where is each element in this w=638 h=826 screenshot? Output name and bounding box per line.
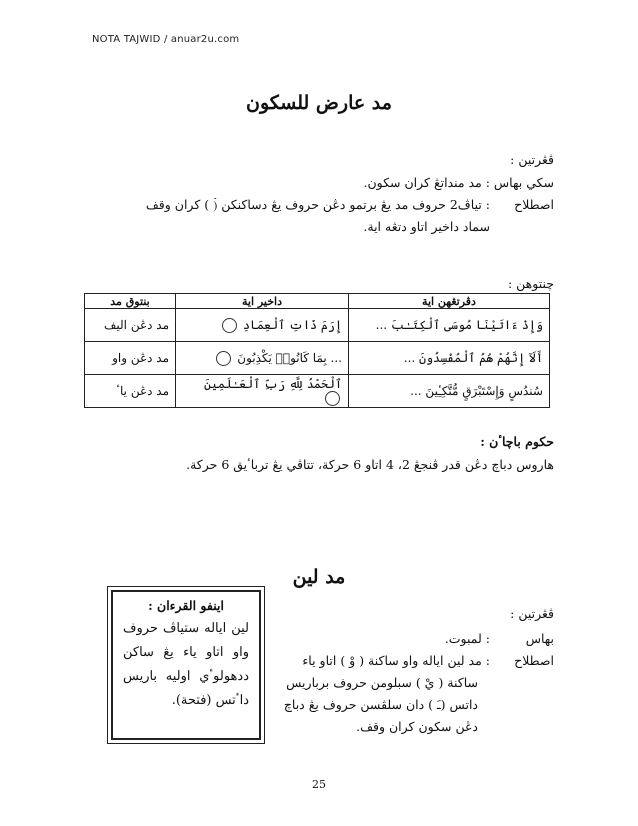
section-title-mad-arid: مد عارض للسكون <box>246 92 392 114</box>
example-heading: چنتوهن : <box>507 276 554 291</box>
ayah-end-icon <box>216 351 231 366</box>
hukum-text: هاروس دباچ دڠن قدر ڤنجڠ 2، 4 اتاو 6 حرکة، تتاڤي يڠ ترباٴيق 6 حرکة. <box>186 457 554 472</box>
page-header: NOTA TAJWID / anuar2u.com <box>92 34 240 45</box>
table-row <box>85 309 550 342</box>
definition-istilah-cont: دڠن سکون کران وقف. <box>356 719 478 734</box>
table-cell-ayah-end <box>176 309 349 342</box>
term-istilah: اصطلاح <box>514 197 554 212</box>
table-cell-ayah-middle: وَإِذْ ءَاتَيْنَا مُوسَى ٱلْكِتَـٰبَ ... <box>349 309 550 342</box>
definition-heading: ڤڠرتين : <box>510 152 554 167</box>
definition-istilah: : تياڤ2 حروف مد يڠ برتمو دڠن حروف يڠ دساکنکن (ۡ ) کران وقف <box>145 197 490 212</box>
definition-istilah-cont: سماد داخير اتاو دتڠه اية. <box>363 219 490 234</box>
section-title-mad-lin: مد لين <box>292 566 346 588</box>
definition-bahasa: : مد منداتڠ کران سکون. <box>363 175 490 190</box>
table-cell-ayah-middle: سُندُسٍ وَإِسْتَبْرَقٍ مُّتَّكِـِٔينَ ... <box>349 375 550 408</box>
definition-bahasa: : لمبوت. <box>444 631 490 646</box>
definition-istilah: : مد لين اياله واو ساکنة ( وْ ) اتاو ياء <box>302 653 490 668</box>
table-header: داخير اية <box>176 294 349 309</box>
table-row <box>85 375 550 408</box>
term-bahasa: بهاس <box>525 631 554 646</box>
ayah-end-text: ... بِمَا كَانُوا۟ يَكْذِبُونَ <box>237 350 342 365</box>
term-istilah: اصطلاح <box>514 653 554 668</box>
info-box-title: اينفو القرءان : <box>148 598 224 613</box>
ayah-end-icon <box>325 391 340 406</box>
term-bahasa: سکي بهاس <box>493 175 554 190</box>
ayah-end-text: ٱلْحَمْدُ لِلَّهِ رَبِّ ٱلْعَـٰلَمِينَ <box>203 376 342 391</box>
table-cell-form: مد دڠن واو <box>85 342 176 375</box>
examples-table <box>84 293 550 408</box>
table-header-row <box>85 294 550 309</box>
table-row <box>85 342 550 375</box>
table-cell-form: مد دڠن ياٴ <box>85 375 176 408</box>
table-cell-ayah-end <box>176 342 349 375</box>
table-header: دڤرتڠهن اية <box>349 294 550 309</box>
table-cell-form: مد دڠن اليف <box>85 309 176 342</box>
hukum-heading: حکوم باچاٴن : <box>480 434 554 449</box>
page-number: 25 <box>312 778 326 791</box>
table-cell-ayah-end <box>176 375 349 408</box>
info-box-text: لين اياله ستياڤ حروف واو اتاو ياء يڠ ساکن ددهولوٴي اوليه باريس داٴتس (فتحة). <box>123 621 249 709</box>
ayah-end-icon <box>222 318 237 333</box>
definition-istilah-cont: ساکنة ( يْ ) سبلومن حروف برباريس <box>286 675 478 690</box>
ayah-end-text: إِرَمَ ذَاتِ ٱلْعِمَادِ <box>242 317 342 332</box>
table-cell-ayah-middle: أَلَآ إِنَّهُمْ هُمُ ٱلْمُفْسِدُونَ ... <box>349 342 550 375</box>
table-header: بنتوق مد <box>85 294 176 309</box>
definition-heading: ڤڠرتين : <box>510 606 554 621</box>
definition-istilah-cont: داتس (ـَ ) دان سلڤسن حروف يڠ دباچ <box>283 697 478 712</box>
info-box <box>111 590 261 740</box>
